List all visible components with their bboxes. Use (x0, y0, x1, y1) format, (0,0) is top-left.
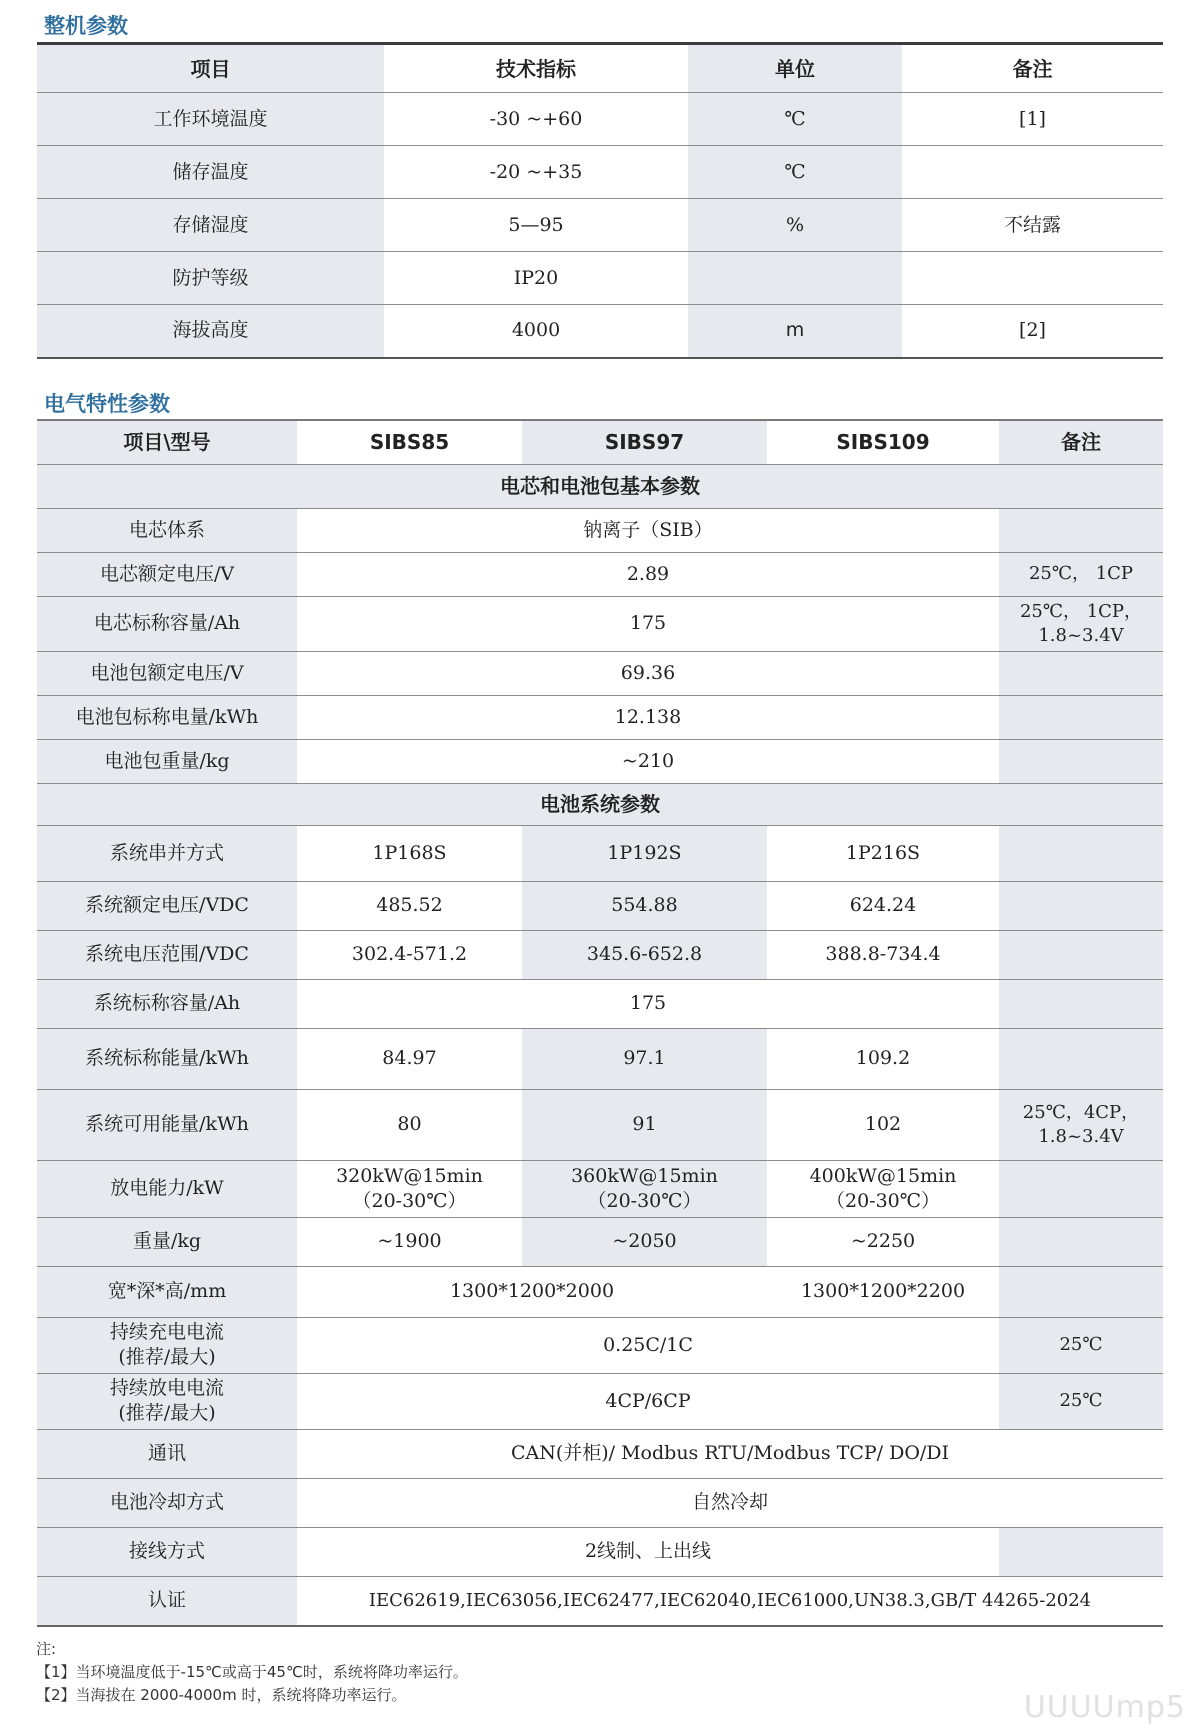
group-header-row (37, 783, 1163, 825)
cell-item: 电芯体系 (37, 508, 297, 552)
table-row (37, 93, 1163, 146)
group-header-row (37, 464, 1163, 508)
cell-note: 不结露 (902, 199, 1163, 252)
cell-item: 系统串并方式 (37, 825, 297, 881)
cell-item: 通讯 (37, 1429, 297, 1478)
cell-item: 接线方式 (37, 1527, 297, 1576)
cell-sibs109: 388.8-734.4 (767, 930, 999, 979)
cell-value: 4CP/6CP (297, 1373, 999, 1429)
col-header-note: 备注 (999, 420, 1163, 464)
cell-note (902, 252, 1163, 305)
cell-note: 25℃ (999, 1317, 1163, 1373)
cell-item: 电池冷却方式 (37, 1478, 297, 1527)
cell-value: -30 ~+60 (384, 93, 688, 146)
cell-sibs97: 554.88 (522, 881, 767, 930)
cell-sibs97: 1P192S (522, 825, 767, 881)
cell-sibs109: 109.2 (767, 1028, 999, 1089)
cell-sibs97 (522, 1160, 767, 1217)
cell-sibs85: 1P168S (297, 825, 522, 881)
footnote-label: 注: (36, 1640, 57, 1658)
table-row (37, 305, 1163, 358)
cell-value: 175 (297, 596, 999, 651)
cell-note (999, 695, 1163, 739)
group-title-system: 电池系统参数 (37, 783, 1163, 825)
cell-item: 系统标称容量/Ah (37, 979, 297, 1028)
col-header-unit: 单位 (688, 44, 902, 93)
cell-item: 重量/kg (37, 1217, 297, 1266)
cell-item: 工作环境温度 (37, 93, 384, 146)
cell-sibs109: 624.24 (767, 881, 999, 930)
cell-note: [1] (902, 93, 1163, 146)
cell-note (999, 739, 1163, 783)
table-row (37, 552, 1163, 596)
item-label: 持续放电电流 (109, 1377, 224, 1400)
cell-item (37, 1317, 297, 1373)
table-row (37, 1373, 1163, 1429)
cell-item: 储存温度 (37, 146, 384, 199)
cell-value: CAN(并柜)/ Modbus RTU/Modbus TCP/ DO/DI (297, 1429, 1163, 1478)
item-sublabel: (推荐/最大) (118, 1402, 216, 1424)
item-label: 持续充电电流 (109, 1321, 224, 1344)
cell-sibs85-97: 1300*1200*2000 (297, 1266, 767, 1317)
cell-item: 电池包额定电压/V (37, 651, 297, 695)
cell-sibs109: 102 (767, 1089, 999, 1160)
table-row (37, 508, 1163, 552)
group-title-cell-pack: 电芯和电池包基本参数 (37, 464, 1163, 508)
table-row (37, 1089, 1163, 1160)
table-row (37, 252, 1163, 305)
cell-note: [2] (902, 305, 1163, 358)
cell-note (999, 930, 1163, 979)
cell-value: 2.89 (297, 552, 999, 596)
cell-sibs97: 91 (522, 1089, 767, 1160)
cell-item: 系统标称能量/kWh (37, 1028, 297, 1089)
cell-value: 0.25C/1C (297, 1317, 999, 1373)
cell-sibs85: 485.52 (297, 881, 522, 930)
cell-sibs85: ~1900 (297, 1217, 522, 1266)
cell-sibs85: 84.97 (297, 1028, 522, 1089)
cell-value: 2线制、上出线 (297, 1527, 999, 1576)
cell-note (999, 1266, 1163, 1317)
cell-sibs97: 345.6-652.8 (522, 930, 767, 979)
discharge-condition: （20-30℃） (587, 1189, 702, 1212)
table-row (37, 1028, 1163, 1089)
cell-item: 宽*深*高/mm (37, 1266, 297, 1317)
cell-unit (688, 252, 902, 305)
discharge-power: 400kW@15min (809, 1164, 957, 1187)
table-row (37, 199, 1163, 252)
cell-note (902, 146, 1163, 199)
cell-unit: % (688, 199, 902, 252)
cell-sibs97: ~2050 (522, 1217, 767, 1266)
section-title-electrical: 电气特性参数 (44, 392, 170, 416)
cell-item: 电芯标称容量/Ah (37, 596, 297, 651)
col-header-sibs97: SIBS97 (522, 420, 767, 464)
cell-note (999, 1527, 1163, 1576)
cell-note (999, 1217, 1163, 1266)
cell-note (999, 825, 1163, 881)
cell-sibs85: 80 (297, 1089, 522, 1160)
table-row (37, 881, 1163, 930)
cell-item: 电芯额定电压/V (37, 552, 297, 596)
cell-item: 系统电压范围/VDC (37, 930, 297, 979)
table-row (37, 979, 1163, 1028)
cell-item: 电池包重量/kg (37, 739, 297, 783)
cell-note: 25℃，4CP， 1.8~3.4V (999, 1089, 1163, 1160)
cell-item: 海拔高度 (37, 305, 384, 358)
cell-value: IEC62619,IEC63056,IEC62477,IEC62040,IEC61000,UN38.3,GB/T 44265-2024 (297, 1576, 1163, 1626)
cell-note (999, 1028, 1163, 1089)
table-row (37, 1576, 1163, 1626)
col-header-note: 备注 (902, 44, 1163, 93)
cell-item: 防护等级 (37, 252, 384, 305)
cell-sibs109: 1300*1200*2200 (767, 1266, 999, 1317)
table-row (37, 1317, 1163, 1373)
table-row (37, 1160, 1163, 1217)
cell-note (999, 1160, 1163, 1217)
table-row (37, 1266, 1163, 1317)
cell-item: 系统额定电压/VDC (37, 881, 297, 930)
table-row (37, 1429, 1163, 1478)
cell-unit: ℃ (688, 146, 902, 199)
col-header-spec: 技术指标 (384, 44, 688, 93)
cell-note (999, 979, 1163, 1028)
cell-sibs85 (297, 1160, 522, 1217)
table-header-row (37, 44, 1163, 93)
cell-value: 4000 (384, 305, 688, 358)
cell-value: 175 (297, 979, 999, 1028)
cell-item: 存储湿度 (37, 199, 384, 252)
item-sublabel: (推荐/最大) (118, 1346, 216, 1368)
cell-sibs109: 1P216S (767, 825, 999, 881)
cell-note: 25℃， 1CP， 1.8~3.4V (999, 596, 1163, 651)
overall-params-table (37, 42, 1163, 359)
cell-sibs109 (767, 1160, 999, 1217)
cell-item (37, 1373, 297, 1429)
table-row (37, 146, 1163, 199)
cell-value: 69.36 (297, 651, 999, 695)
table-row (37, 825, 1163, 881)
cell-item: 放电能力/kW (37, 1160, 297, 1217)
footnote-2: 【2】当海拔在 2000-4000m 时，系统将降功率运行。 (36, 1686, 407, 1704)
cell-value: 5—95 (384, 199, 688, 252)
cell-sibs85: 302.4-571.2 (297, 930, 522, 979)
section-title-overall: 整机参数 (44, 14, 128, 38)
table-row (37, 1527, 1163, 1576)
footnotes (36, 1638, 468, 1707)
cell-value: ~210 (297, 739, 999, 783)
table-header-row (37, 420, 1163, 464)
discharge-power: 320kW@15min (336, 1164, 483, 1187)
cell-note (999, 508, 1163, 552)
cell-note (999, 651, 1163, 695)
col-header-sibs109: SIBS109 (767, 420, 999, 464)
col-header-item-model: 项目\型号 (37, 420, 297, 464)
cell-value: 钠离子（SIB） (297, 508, 999, 552)
cell-value: -20 ~+35 (384, 146, 688, 199)
footnote-1: 【1】当环境温度低于-15℃或高于45℃时，系统将降功率运行。 (36, 1663, 468, 1681)
cell-sibs97: 97.1 (522, 1028, 767, 1089)
col-header-sibs85: SIBS85 (297, 420, 522, 464)
cell-note: 25℃， 1CP (999, 552, 1163, 596)
table-row (37, 596, 1163, 651)
table-row (37, 739, 1163, 783)
cell-value: IP20 (384, 252, 688, 305)
table-row (37, 930, 1163, 979)
discharge-condition: （20-30℃） (825, 1189, 941, 1212)
cell-unit: m (688, 305, 902, 358)
cell-unit: ℃ (688, 93, 902, 146)
table-row (37, 695, 1163, 739)
cell-value: 自然冷却 (297, 1478, 1163, 1527)
col-header-item: 项目 (37, 44, 384, 93)
cell-sibs109: ~2250 (767, 1217, 999, 1266)
cell-item: 认证 (37, 1576, 297, 1626)
cell-item: 系统可用能量/kWh (37, 1089, 297, 1160)
cell-note: 25℃ (999, 1373, 1163, 1429)
table-row (37, 651, 1163, 695)
discharge-power: 360kW@15min (571, 1164, 718, 1187)
table-row (37, 1217, 1163, 1266)
watermark: UUUUmp5 (1023, 1690, 1186, 1725)
table-row (37, 1478, 1163, 1527)
electrical-params-table (37, 419, 1163, 1627)
discharge-condition: （20-30℃） (352, 1189, 467, 1212)
cell-item: 电池包标称电量/kWh (37, 695, 297, 739)
cell-value: 12.138 (297, 695, 999, 739)
cell-note (999, 881, 1163, 930)
